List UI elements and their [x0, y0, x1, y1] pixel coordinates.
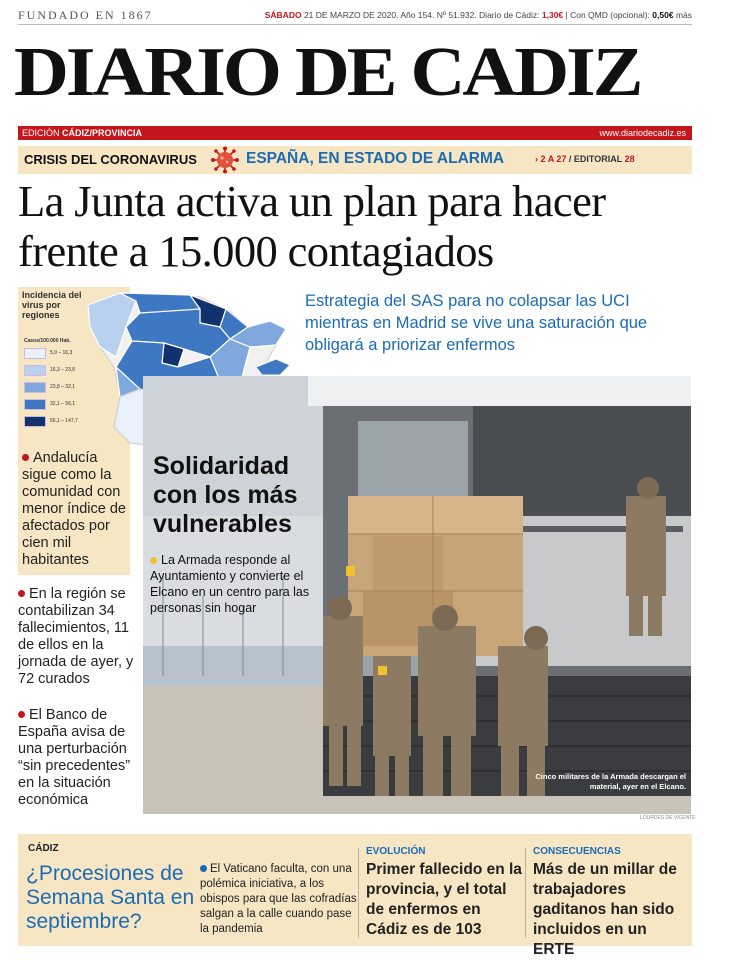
top-rule: [18, 24, 692, 25]
crisis-pages[interactable]: [535, 154, 635, 164]
edition-bar: [18, 126, 692, 140]
divider: [358, 848, 359, 938]
region-note[interactable]: [18, 586, 138, 688]
crisis-band: [18, 146, 692, 174]
crisis-title[interactable]: ESPAÑA, EN ESTADO DE ALARMA: [246, 150, 505, 167]
map-title: Incidencia del virus por regiones: [22, 290, 82, 320]
pages-ref: 2 A 27: [540, 154, 567, 164]
extra-price: 0,50€: [652, 10, 674, 20]
dateline-more: más: [673, 10, 692, 20]
website-link[interactable]: www.diariodecadiz.es: [599, 128, 686, 138]
arrow-icon: ›: [535, 154, 538, 164]
main-headline[interactable]: La Junta activa un plan para hacer frente a 15.000 contagiados: [18, 176, 606, 276]
dateline-extra: | Con QMD (opcional):: [563, 10, 653, 20]
photo-story-title[interactable]: Solidaridad con los más vulnerables: [153, 452, 298, 538]
photo-caption: Cinco militares de la Armada descargan el material, ayer en el Elcano.: [535, 772, 686, 791]
founded-note: FUNDADO EN 1867: [18, 8, 153, 22]
bullet-icon: [18, 590, 25, 597]
legend-row: [24, 365, 102, 375]
legend-row: [24, 399, 102, 409]
dateline-text: 21 DE MARZO DE 2020. Año 154. Nº 51.932. Diario de Cádiz:: [303, 10, 542, 20]
edition-name: CÁDIZ/PROVINCIA: [62, 128, 143, 138]
consecuencias-headline[interactable]: Más de un millar de trabajadores gaditanos han sido incluidos en un ERTE: [533, 861, 677, 958]
dateline-day: SÁBADO: [264, 10, 302, 20]
photo-credit: LOURDES DE VICENTE: [640, 815, 696, 821]
edition-label: [22, 126, 142, 140]
editorial-page: 28: [624, 154, 635, 164]
legend-title: Casos/100.000 Hab.: [24, 338, 71, 344]
photo-story-text[interactable]: [150, 552, 328, 616]
andalucia-note[interactable]: [22, 450, 130, 569]
bullet-icon: [150, 557, 157, 564]
dateline: [265, 10, 692, 20]
bullet-icon: [22, 454, 29, 461]
legend-swatch: [24, 382, 46, 393]
procesiones-headline[interactable]: ¿Procesiones de Semana Santa en septiembre?: [26, 862, 195, 933]
legend-label: 23,8 – 32,1: [50, 384, 76, 390]
subhead[interactable]: Estrategia del SAS para no colapsar las UCI mientras en Madrid se vive una saturación que obligará a priorizar enfermos: [305, 292, 648, 354]
consecuencias-label: CONSECUENCIAS: [533, 846, 621, 857]
legend-label: 56,1 – 147,7: [50, 418, 78, 424]
evolucion-label: EVOLUCIÓN: [366, 846, 426, 857]
vaticano-text[interactable]: [200, 862, 358, 937]
masthead[interactable]: DIARIO DE CADIZ: [14, 33, 641, 111]
legend-swatch: [24, 365, 46, 376]
edition-prefix: EDICIÓN: [22, 128, 63, 138]
cadiz-label: CÁDIZ: [28, 843, 59, 854]
price: 1,30€: [541, 10, 564, 20]
virus-icon: [210, 146, 240, 174]
bullet-icon: [200, 865, 207, 872]
legend-label: 32,1 – 56,1: [50, 401, 76, 407]
legend-swatch: [24, 348, 46, 359]
banco-note[interactable]: [18, 707, 138, 809]
legend-swatch: [24, 399, 46, 410]
bullet-icon: [18, 711, 25, 718]
legend-swatch: [24, 416, 46, 427]
legend-label: 16,3 – 23,8: [50, 367, 76, 373]
region-text: En la región se contabilizan 34 fallecimientos, 11 de ellos en la jornada de ayer, y 72 curados: [18, 586, 134, 687]
legend-row: [24, 348, 102, 358]
legend-row: [24, 382, 102, 392]
editorial-label: / EDITORIAL: [566, 154, 625, 164]
legend-row: [24, 416, 102, 426]
crisis-tag[interactable]: CRISIS DEL CORONAVIRUS: [24, 152, 197, 167]
map-legend: [24, 338, 102, 433]
vaticano-body: El Vaticano faculta, con una polémica iniciativa, a los obispos para que las cofradías salgan a la calle cuando pase la pandemia: [200, 863, 357, 935]
photo-story-body: La Armada responde al Ayuntamiento y convierte el Elcano en un centro para las personas sin hogar: [150, 553, 310, 615]
andalucia-text: Andalucía sigue como la comunidad con menor índice de afectados por cien mil habitantes: [22, 450, 126, 568]
banco-text: El Banco de España avisa de una perturbación “sin precedentes” en la situación económica: [18, 707, 131, 808]
evolucion-headline[interactable]: Primer fallecido en la provincia, y el total de enfermos en Cádiz es de 103: [366, 861, 522, 938]
legend-label: 5,9 – 16,3: [50, 350, 73, 356]
